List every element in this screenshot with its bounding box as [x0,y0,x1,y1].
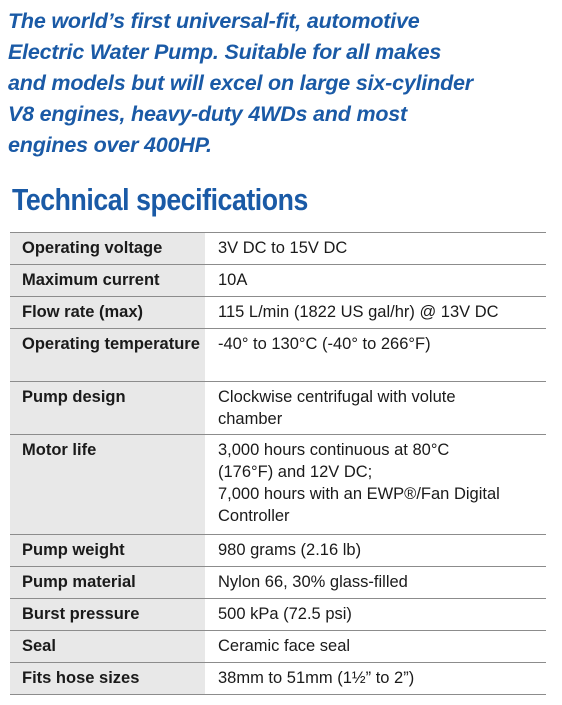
spec-row [10,382,546,435]
spec-value [206,631,546,662]
spec-value-line: 3,000 hours continuous at 80°C [218,441,450,459]
spec-value-line: 7,000 hours with an EWP®/Fan Digital [218,485,500,503]
spec-table [10,232,546,695]
spec-row [10,663,546,695]
spec-value [206,435,546,534]
spec-value [206,233,546,264]
spec-label: Flow rate (max) [10,297,206,328]
spec-value-line: Controller [218,507,290,525]
spec-value [206,535,546,566]
spec-label: Maximum current [10,265,206,296]
spec-value-line: 38mm to 51mm (1½” to 2”) [218,669,415,687]
spec-value-line: 500 kPa (72.5 psi) [218,605,352,623]
intro-line: Electric Water Pump. Suitable for all makes [8,40,442,64]
spec-label: Burst pressure [10,599,206,630]
spec-label: Pump design [10,382,206,434]
spec-value-line: 3V DC to 15V DC [218,239,348,257]
spec-value-line: Ceramic face seal [218,637,351,655]
spec-value-line: (176°F) and 12V DC; [218,463,373,481]
spec-value-line: -40° to 130°C (-40° to 266°F) [218,335,431,353]
spec-label: Motor life [10,435,206,534]
spec-value-line: Nylon 66, 30% glass-filled [218,573,408,591]
spec-value [206,599,546,630]
spec-row [10,297,546,329]
spec-label: Pump material [10,567,206,598]
spec-row [10,631,546,663]
spec-value-line: 115 L/min (1822 US gal/hr) @ 13V DC [218,303,499,321]
spec-value [206,567,546,598]
spec-row [10,329,546,382]
intro-line: The world’s first universal-fit, automotive [8,9,420,33]
spec-value [206,329,546,381]
spec-value-line: chamber [218,410,283,428]
spec-label: Pump weight [10,535,206,566]
spec-row [10,567,546,599]
spec-value [206,297,546,328]
intro-paragraph [8,6,556,161]
intro-line: and models but will excel on large six-cylinder [8,71,473,95]
spec-label: Operating temperature [10,329,206,381]
spec-label: Operating voltage [10,233,206,264]
spec-value-line: 980 grams (2.16 lb) [218,541,362,559]
spec-value-line: Clockwise centrifugal with volute [218,388,456,406]
section-heading: Technical specifications [12,182,308,217]
spec-row [10,599,546,631]
spec-row [10,435,546,535]
intro-line: engines over 400HP. [8,133,212,157]
intro-line: V8 engines, heavy-duty 4WDs and most [8,102,408,126]
spec-value [206,663,546,694]
spec-value [206,265,546,296]
spec-value [206,382,546,434]
spec-label: Fits hose sizes [10,663,206,694]
spec-row [10,535,546,567]
spec-label: Seal [10,631,206,662]
spec-row [10,233,546,265]
spec-row [10,265,546,297]
spec-value-line: 10A [218,271,248,289]
